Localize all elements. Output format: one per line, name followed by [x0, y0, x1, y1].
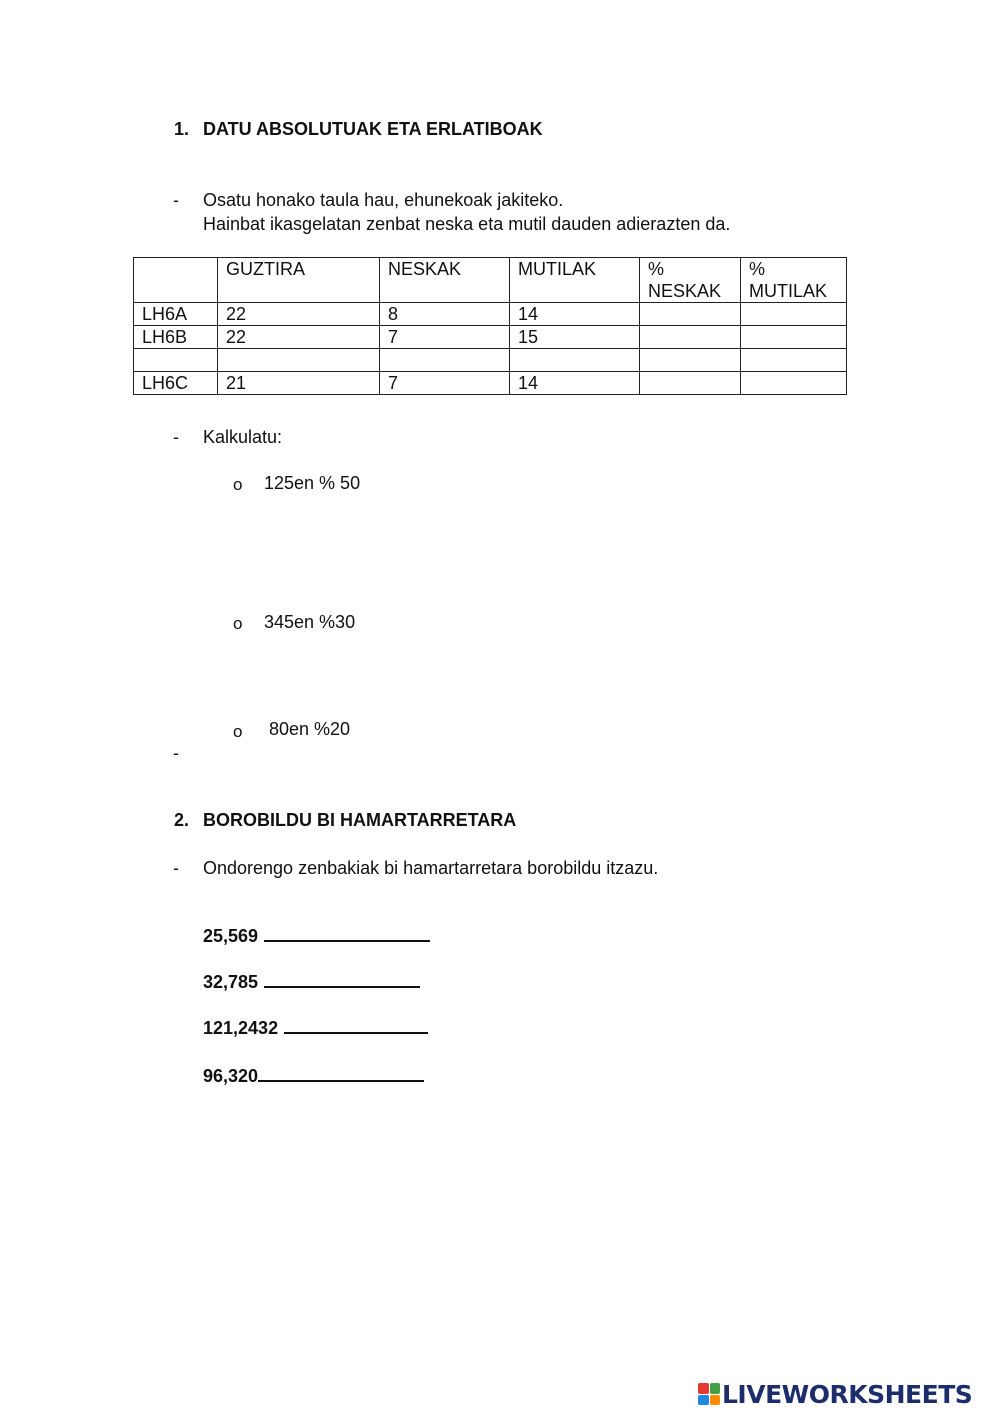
answer-cell[interactable] — [741, 326, 847, 349]
calc-bullet: - — [173, 427, 179, 447]
section-2-title: BOROBILDU BI HAMARTARRETARA — [203, 810, 517, 830]
answer-cell[interactable] — [741, 303, 847, 326]
answer-blank[interactable] — [264, 926, 430, 942]
section-2-instruction-bullet: - — [173, 858, 179, 878]
answer-cell[interactable] — [640, 303, 741, 326]
table-row — [134, 349, 847, 372]
table-cell: 14 — [510, 303, 640, 326]
calc-item-text: 125en % 50 — [264, 473, 361, 493]
table-header-cell — [134, 258, 218, 303]
table-header-cell: MUTILAK — [510, 258, 640, 303]
calc-item-text: 345en %30 — [264, 612, 356, 632]
table-cell: 8 — [380, 303, 510, 326]
table-cell: 21 — [218, 372, 380, 395]
table-header-cell: NESKAK — [380, 258, 510, 303]
table-header-cell: GUZTIRA — [218, 258, 380, 303]
answer-blank[interactable] — [258, 1066, 424, 1082]
section-2-instruction: Ondorengo zenbakiak bi hamartarretara borobildu itzazu. — [203, 858, 659, 878]
table-cell: 7 — [380, 326, 510, 349]
answer-cell[interactable] — [741, 372, 847, 395]
answer-cell[interactable] — [640, 326, 741, 349]
table-row — [134, 326, 847, 349]
table-row — [134, 303, 847, 326]
table-cell: LH6C — [134, 372, 218, 395]
table-cell: 15 — [510, 326, 640, 349]
rounding-number: 121,2432 — [203, 1018, 279, 1038]
section-1-title: DATU ABSOLUTUAK ETA ERLATIBOAK — [203, 119, 543, 139]
table-header-cell: % NESKAK — [640, 258, 741, 303]
table-cell — [380, 349, 510, 372]
table-cell: LH6A — [134, 303, 218, 326]
table-cell: 22 — [218, 303, 380, 326]
table-header-cell: % MUTILAK — [741, 258, 847, 303]
rounding-number: 25,569 — [203, 926, 259, 946]
calc-label: Kalkulatu: — [203, 427, 283, 447]
calc-item-bullet: o — [233, 475, 243, 494]
class-gender-table — [133, 257, 847, 395]
table-cell: LH6B — [134, 326, 218, 349]
rounding-item — [203, 972, 420, 993]
rounding-item — [203, 926, 430, 947]
table-header-row — [134, 258, 847, 303]
logo-text: LIVEWORKSHEETS — [722, 1379, 973, 1409]
rounding-item — [203, 1018, 428, 1039]
answer-cell[interactable] — [741, 349, 847, 372]
answer-blank[interactable] — [284, 1018, 428, 1034]
answer-blank[interactable] — [264, 972, 420, 988]
section-1-number: 1. — [174, 119, 190, 139]
instruction-line-2: Hainbat ikasgelatan zenbat neska eta mutil dauden adierazten da. — [203, 214, 731, 234]
trailing-bullet: - — [173, 743, 179, 763]
table-cell — [134, 349, 218, 372]
table-row — [134, 372, 847, 395]
calc-item-bullet: o — [233, 722, 243, 741]
table-cell: 14 — [510, 372, 640, 395]
rounding-number: 32,785 — [203, 972, 259, 992]
table-cell: 22 — [218, 326, 380, 349]
calc-item-text: 80en %20 — [269, 719, 351, 739]
instruction-line-1: Osatu honako taula hau, ehunekoak jakiteko. — [203, 190, 564, 210]
logo-mark-icon — [698, 1383, 720, 1405]
table-cell — [510, 349, 640, 372]
rounding-item — [203, 1066, 424, 1087]
calc-item-bullet: o — [233, 614, 243, 633]
answer-cell[interactable] — [640, 349, 741, 372]
liveworksheets-logo — [698, 1381, 972, 1407]
rounding-number: 96,320 — [203, 1066, 259, 1086]
instruction-bullet: - — [173, 190, 179, 210]
table-cell: 7 — [380, 372, 510, 395]
table-cell — [218, 349, 380, 372]
section-2-number: 2. — [174, 810, 190, 830]
answer-cell[interactable] — [640, 372, 741, 395]
